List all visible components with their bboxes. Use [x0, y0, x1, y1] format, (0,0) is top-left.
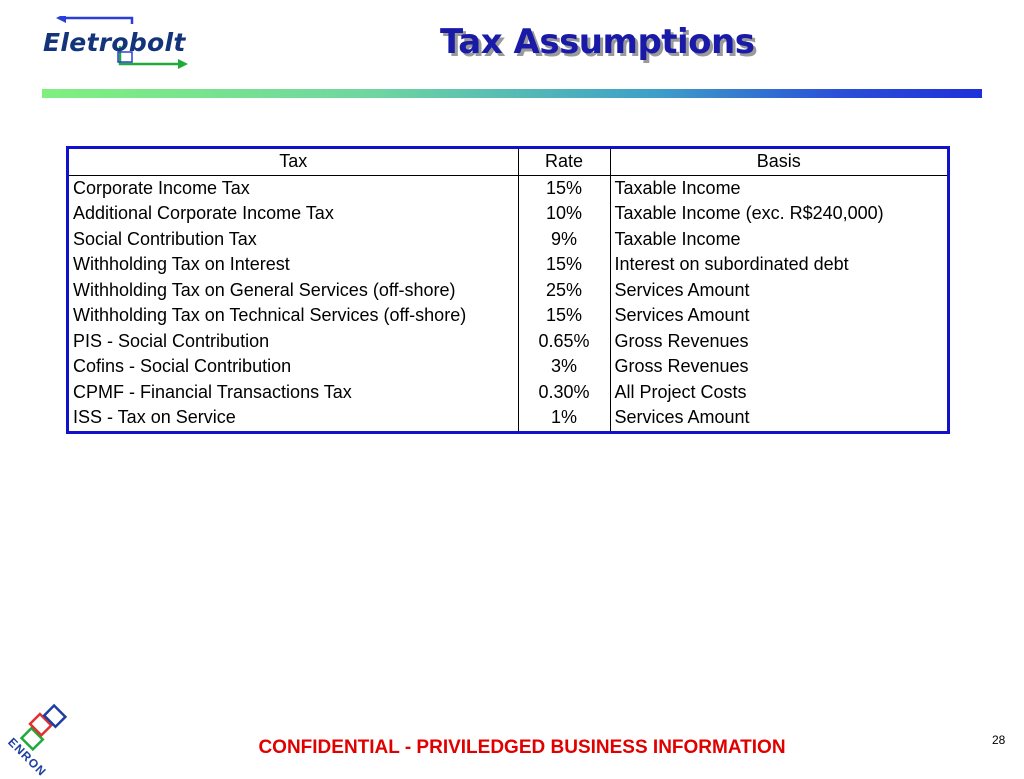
table-row: [69, 329, 947, 355]
rate-cell: 15%: [518, 175, 610, 201]
table-row: [69, 303, 947, 329]
tax-cell: Corporate Income Tax: [73, 177, 250, 198]
page-number: 28: [992, 733, 1006, 747]
tax-cell: CPMF - Financial Transactions Tax: [73, 381, 352, 402]
column-header-basis: Basis: [610, 149, 947, 175]
table-row: [69, 354, 947, 380]
basis-cell: Taxable Income: [610, 227, 947, 253]
tax-table-frame: [66, 146, 950, 434]
rate-cell: 9%: [518, 227, 610, 253]
logo-text: Eletrobolt: [43, 28, 186, 57]
table-row: [69, 227, 947, 253]
rate-cell: 0.30%: [518, 380, 610, 406]
basis-cell: All Project Costs: [610, 380, 947, 406]
table-row: [69, 405, 947, 431]
basis-cell: Taxable Income: [610, 175, 947, 201]
header-gradient-rule: [42, 89, 982, 98]
basis-cell: Services Amount: [610, 405, 947, 431]
enron-logo-text: ENRON: [5, 735, 50, 779]
rate-cell: 1%: [518, 405, 610, 431]
page-title: Tax Assumptions: [440, 22, 755, 62]
basis-cell: Gross Revenues: [610, 354, 947, 380]
tax-cell: Additional Corporate Income Tax: [73, 203, 334, 223]
basis-cell: Services Amount: [610, 303, 947, 329]
eletrobolt-logo: [40, 16, 200, 70]
table-row: [69, 380, 947, 406]
rate-cell: 0.65%: [518, 329, 610, 355]
table-header-row: [69, 149, 947, 175]
table-row: [69, 201, 947, 227]
column-header-tax: Tax: [69, 149, 518, 175]
tax-cell: Withholding Tax on General Services (off-shore): [73, 279, 456, 300]
rate-cell: 15%: [518, 252, 610, 278]
tax-cell: Withholding Tax on Interest: [73, 254, 290, 274]
table-row: [69, 278, 947, 304]
column-header-rate: Rate: [518, 149, 610, 175]
rate-cell: 25%: [518, 278, 610, 304]
confidential-footer: CONFIDENTIAL - PRIVILEDGED BUSINESS INFORMATION: [258, 737, 786, 758]
tax-table: [69, 149, 947, 431]
basis-cell: Interest on subordinated debt: [610, 252, 947, 278]
rate-cell: 15%: [518, 303, 610, 329]
tax-cell: Social Contribution Tax: [73, 228, 257, 249]
tax-cell: ISS - Tax on Service: [73, 407, 236, 427]
rate-cell: 10%: [518, 201, 610, 227]
rate-cell: 3%: [518, 354, 610, 380]
tax-cell: Withholding Tax on Technical Services (off-shore): [73, 305, 467, 325]
basis-cell: Services Amount: [610, 278, 947, 304]
tax-cell: PIS - Social Contribution: [73, 330, 270, 351]
table-row: [69, 175, 947, 201]
tax-cell: Cofins - Social Contribution: [73, 356, 292, 376]
basis-cell: Taxable Income (exc. R$240,000): [610, 201, 947, 227]
basis-cell: Gross Revenues: [610, 329, 947, 355]
table-row: [69, 252, 947, 278]
